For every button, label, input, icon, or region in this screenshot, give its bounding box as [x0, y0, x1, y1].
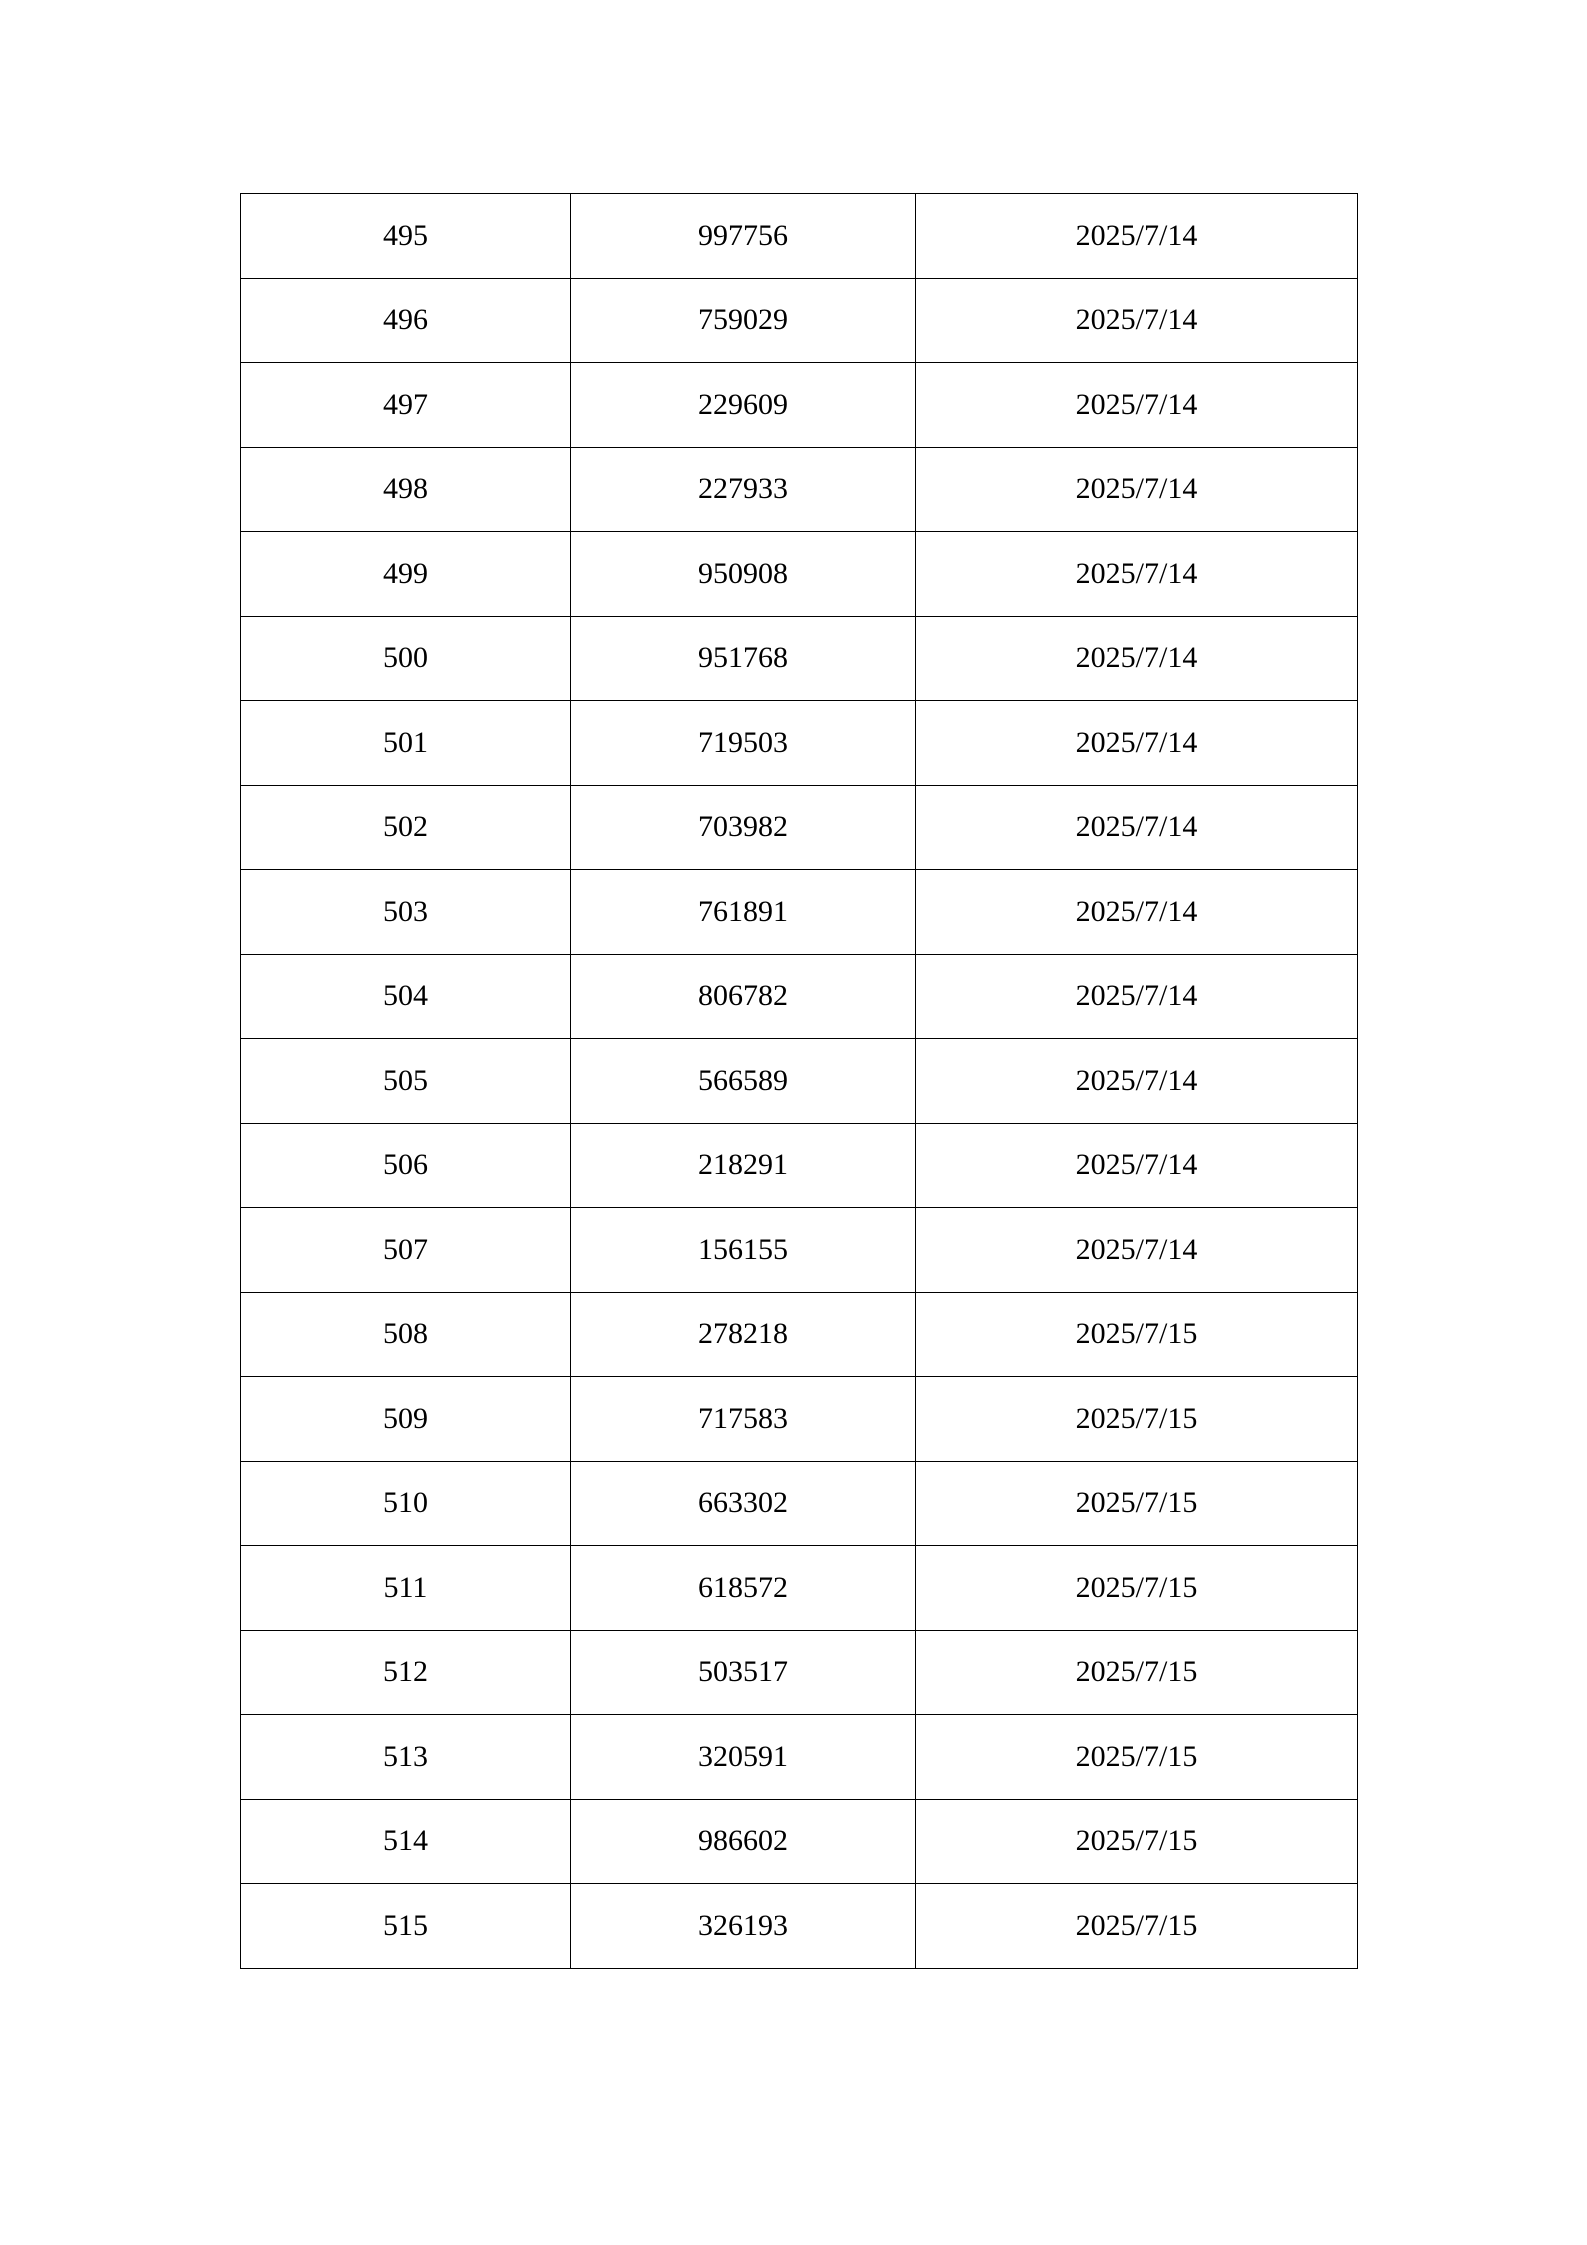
- code-cell: 320591: [571, 1715, 916, 1800]
- code-cell: 278218: [571, 1292, 916, 1377]
- table-row: [241, 532, 1358, 617]
- code-cell: 218291: [571, 1123, 916, 1208]
- code-cell: 951768: [571, 616, 916, 701]
- index-cell: 507: [241, 1208, 571, 1293]
- table-row: [241, 954, 1358, 1039]
- table-row: [241, 1123, 1358, 1208]
- date-cell: 2025/7/15: [916, 1377, 1358, 1462]
- table-row: [241, 1292, 1358, 1377]
- index-cell: 509: [241, 1377, 571, 1462]
- date-cell: 2025/7/15: [916, 1799, 1358, 1884]
- index-cell: 510: [241, 1461, 571, 1546]
- index-cell: 511: [241, 1546, 571, 1631]
- index-cell: 513: [241, 1715, 571, 1800]
- index-cell: 497: [241, 363, 571, 448]
- index-cell: 504: [241, 954, 571, 1039]
- table-row: [241, 1461, 1358, 1546]
- code-cell: 227933: [571, 447, 916, 532]
- date-cell: 2025/7/14: [916, 785, 1358, 870]
- index-cell: 503: [241, 870, 571, 955]
- index-cell: 506: [241, 1123, 571, 1208]
- index-cell: 502: [241, 785, 571, 870]
- table-row: [241, 1039, 1358, 1124]
- code-cell: 986602: [571, 1799, 916, 1884]
- date-cell: 2025/7/14: [916, 363, 1358, 448]
- code-cell: 618572: [571, 1546, 916, 1631]
- table-row: [241, 1208, 1358, 1293]
- code-cell: 759029: [571, 278, 916, 363]
- code-cell: 326193: [571, 1884, 916, 1969]
- date-cell: 2025/7/15: [916, 1630, 1358, 1715]
- date-cell: 2025/7/15: [916, 1292, 1358, 1377]
- code-cell: 717583: [571, 1377, 916, 1462]
- code-cell: 806782: [571, 954, 916, 1039]
- table-row: [241, 447, 1358, 532]
- table-row: [241, 1546, 1358, 1631]
- index-cell: 501: [241, 701, 571, 786]
- data-table: [240, 193, 1358, 1969]
- table-row: [241, 278, 1358, 363]
- table-row: [241, 616, 1358, 701]
- date-cell: 2025/7/14: [916, 1208, 1358, 1293]
- index-cell: 499: [241, 532, 571, 617]
- date-cell: 2025/7/14: [916, 532, 1358, 617]
- table-row: [241, 1715, 1358, 1800]
- date-cell: 2025/7/15: [916, 1461, 1358, 1546]
- index-cell: 512: [241, 1630, 571, 1715]
- code-cell: 229609: [571, 363, 916, 448]
- date-cell: 2025/7/15: [916, 1546, 1358, 1631]
- date-cell: 2025/7/14: [916, 954, 1358, 1039]
- table-row: [241, 701, 1358, 786]
- table-row: [241, 363, 1358, 448]
- code-cell: 719503: [571, 701, 916, 786]
- date-cell: 2025/7/14: [916, 1123, 1358, 1208]
- table-row: [241, 870, 1358, 955]
- index-cell: 505: [241, 1039, 571, 1124]
- date-cell: 2025/7/14: [916, 870, 1358, 955]
- code-cell: 703982: [571, 785, 916, 870]
- index-cell: 495: [241, 194, 571, 279]
- code-cell: 566589: [571, 1039, 916, 1124]
- table-row: [241, 1799, 1358, 1884]
- date-cell: 2025/7/14: [916, 447, 1358, 532]
- date-cell: 2025/7/14: [916, 194, 1358, 279]
- index-cell: 498: [241, 447, 571, 532]
- date-cell: 2025/7/14: [916, 701, 1358, 786]
- code-cell: 950908: [571, 532, 916, 617]
- index-cell: 515: [241, 1884, 571, 1969]
- date-cell: 2025/7/14: [916, 616, 1358, 701]
- code-cell: 761891: [571, 870, 916, 955]
- table-body: [241, 194, 1358, 1969]
- index-cell: 514: [241, 1799, 571, 1884]
- table-row: [241, 1377, 1358, 1462]
- table-row: [241, 785, 1358, 870]
- date-cell: 2025/7/14: [916, 1039, 1358, 1124]
- date-cell: 2025/7/15: [916, 1715, 1358, 1800]
- table-row: [241, 1884, 1358, 1969]
- date-cell: 2025/7/14: [916, 278, 1358, 363]
- index-cell: 508: [241, 1292, 571, 1377]
- table-row: [241, 1630, 1358, 1715]
- date-cell: 2025/7/15: [916, 1884, 1358, 1969]
- code-cell: 663302: [571, 1461, 916, 1546]
- code-cell: 156155: [571, 1208, 916, 1293]
- table-row: [241, 194, 1358, 279]
- index-cell: 496: [241, 278, 571, 363]
- index-cell: 500: [241, 616, 571, 701]
- code-cell: 503517: [571, 1630, 916, 1715]
- code-cell: 997756: [571, 194, 916, 279]
